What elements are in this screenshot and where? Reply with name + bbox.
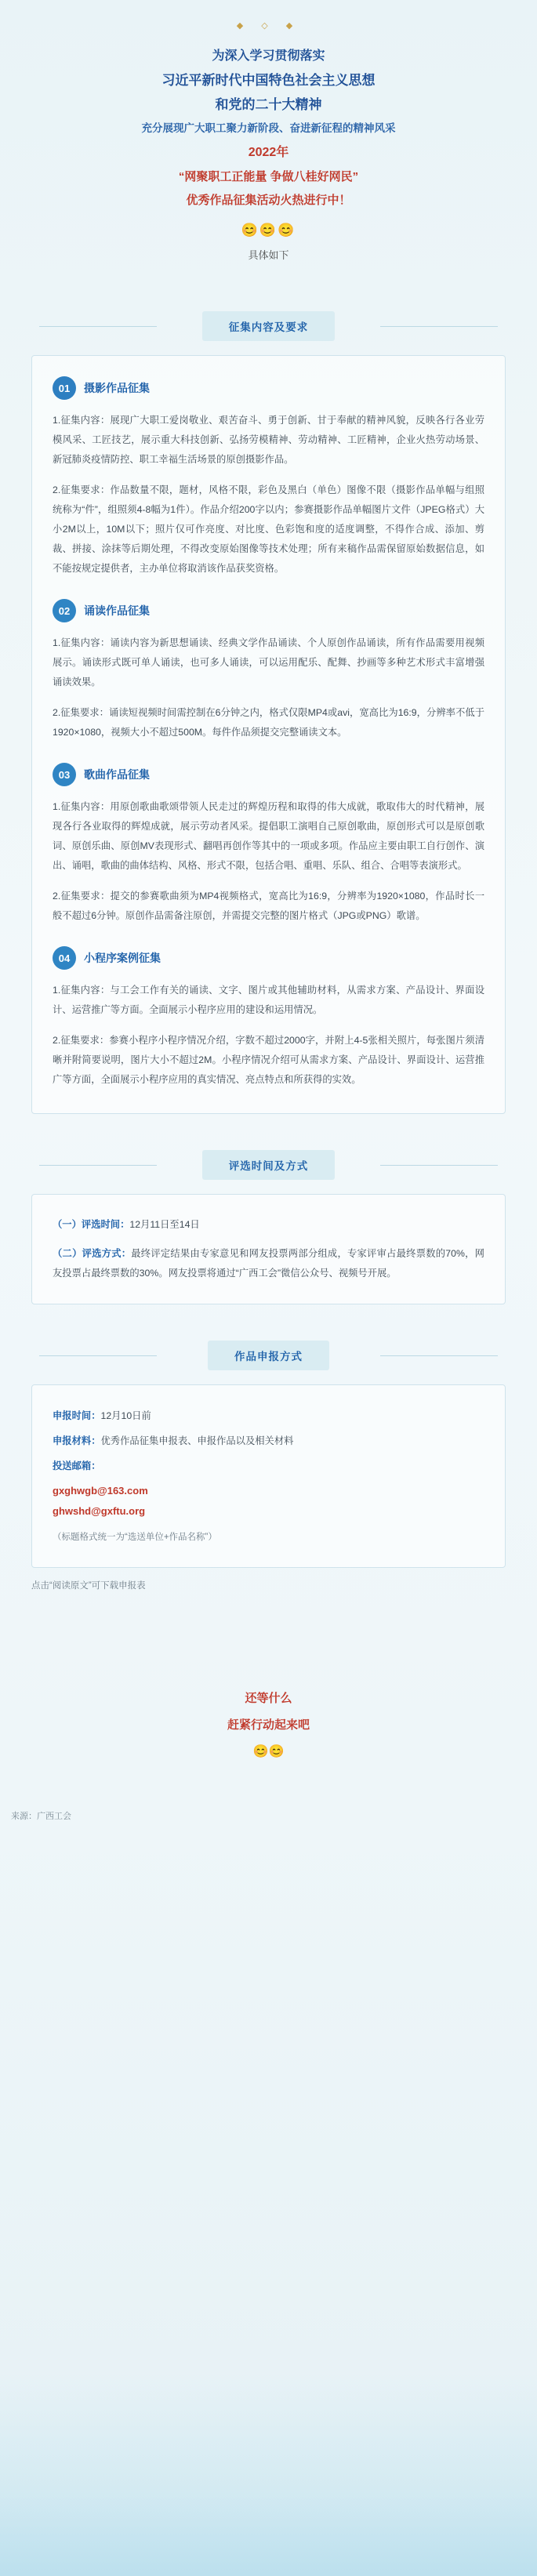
hero-line-2: 习近平新时代中国特色社会主义思想 xyxy=(161,73,376,88)
block-header xyxy=(53,376,484,400)
block-number-badge: 04 xyxy=(53,946,76,970)
bottom-wave-decoration xyxy=(0,2372,537,2576)
source-footer: 来源：广西工会 xyxy=(11,1812,71,1821)
section-title-evaluation: 评选时间及方式 xyxy=(202,1150,336,1180)
block-number-badge: 03 xyxy=(53,763,76,786)
hero-line-5: “网聚职工正能量 争做八桂好网民” xyxy=(178,170,359,183)
block-paragraph: 1.征集内容：与工会工作有关的诵读、文字、图片或其他辅助材料，从需求方案、产品设计、界面设计、运营推广等方面。全面展示小程序应用的建设和运用情况。 xyxy=(53,985,484,1015)
apply-note: （标题格式统一为“选送单位+作品名称”） xyxy=(53,1533,217,1542)
block-number-badge: 01 xyxy=(53,376,76,400)
content-card xyxy=(31,355,506,1114)
block-paragraph: 2.征集要求：诵读短视频时间需控制在6分钟之内，格式仅限MP4或avi，宽高比为16:9，分辨率不低于1920×1080，视频大小不超过500M。每件作品须提交完整诵读文本。 xyxy=(53,707,484,738)
section-header-content xyxy=(31,311,506,341)
top-decoration xyxy=(0,0,537,31)
hero-line-1: 为深入学习贯彻落实 xyxy=(212,49,325,63)
block-paragraph: 1.征集内容：诵读内容为新思想诵读、经典文学作品诵读、个人原创作品诵读，所有作品需要用视频展示。诵读形式既可单人诵读，也可多人诵读，可以运用配乐、配舞、抄画等多种艺术形式丰富增强诵读效果。 xyxy=(53,637,484,688)
hero-line-6: 优秀作品征集活动火热进行中！ xyxy=(186,194,351,207)
block-paragraph: 2.征集要求：参赛小程序小程序情况介绍，字数不超过2000字，并附上4-5张相关照片，每张图片须清晰并附简要说明，图片大小不超过2M。小程序情况介绍可从需求方案、产品设计、界面设计、运营推广等方面，全面展示小程序应用的真实情况、亮点特点和所获得的实效。 xyxy=(53,1035,484,1085)
evaluation-card xyxy=(31,1194,506,1304)
hero-year: 2022年 xyxy=(248,146,289,159)
section-title-content: 征集内容及要求 xyxy=(202,311,336,341)
block-paragraph: 1.征集内容：用原创歌曲歌颂带领人民走过的辉煌历程和取得的伟大成就，歌取伟大的时代精神，展现各行各业取得的辉煌成就，展示劳动者风采。提倡职工演唱自己原创歌曲，原创形式可以是原创歌词、原创乐曲、原创MV表现形式、翻唱再创作等其中的一项或多项。作品应主要由职工自行创作、演出、诵唱，歌曲的曲体结构、风格、形式不限，包括合唱、重唱、乐队、组合、合唱等表演形式。 xyxy=(53,801,484,871)
block-title: 摄影作品征集 xyxy=(84,382,150,394)
hero-section xyxy=(0,31,537,217)
block-miniprogram xyxy=(53,946,484,1090)
block-recitation xyxy=(53,599,484,742)
section-title-apply: 作品申报方式 xyxy=(208,1341,329,1370)
download-hint: 点击“阅读原文”可下载申报表 xyxy=(31,1581,146,1591)
cta-line-1: 还等什么 xyxy=(245,1692,292,1705)
apply-material-value: 优秀作品征集申报表、申报作品以及相关材料 xyxy=(100,1435,294,1446)
hero-subtitle: 具体如下 xyxy=(248,249,289,261)
section-header-apply xyxy=(31,1341,506,1370)
apply-mail-row xyxy=(53,1456,484,1476)
block-header xyxy=(53,763,484,786)
section-header-evaluation xyxy=(31,1150,506,1180)
block-number-badge: 02 xyxy=(53,599,76,622)
divider-left xyxy=(39,326,157,327)
block-header xyxy=(53,946,484,970)
apply-mail-1[interactable]: gxghwgb@163.com xyxy=(53,1485,148,1497)
divider-right xyxy=(380,326,498,327)
cta-emoji: 😊😊 xyxy=(252,1745,285,1758)
evaluation-value: 12月11日至14日 xyxy=(129,1219,200,1230)
divider-left xyxy=(39,1165,157,1166)
call-to-action xyxy=(0,1685,537,1765)
apply-time-value: 12月10日前 xyxy=(100,1410,151,1421)
block-paragraph: 1.征集内容：展现广大职工爱岗敬业、艰苦奋斗、勇于创新、甘于奉献的精神风貌，反映各行各业劳模风采、工匠技艺，展示重大科技创新、弘扬劳模精神、劳动精神、工匠精神，企业火热劳动场景、新冠肺炎疫情防控、职工幸福生活场景的原创摄影作品。 xyxy=(53,415,484,465)
apply-material-label: 申报材料： xyxy=(53,1435,101,1446)
block-title: 小程序案例征集 xyxy=(84,952,161,964)
evaluation-label: （一）评选时间： xyxy=(53,1219,130,1230)
block-header xyxy=(53,599,484,622)
hero-emoji-row: 😊😊😊 xyxy=(241,223,296,238)
hero-line-3: 和党的二十大精神 xyxy=(215,97,322,112)
block-paragraph: 2.征集要求：提交的参赛歌曲须为MP4视频格式，宽高比为16:9，分辨率为1920×1080，作品时长一般不超过6分钟。原创作品需备注原创，并需提交完整的图片格式（JPG或PNG）歌谱。 xyxy=(53,891,484,921)
apply-time-label: 申报时间： xyxy=(53,1410,101,1421)
block-title: 歌曲作品征集 xyxy=(84,768,150,781)
hero-line-4: 充分展现广大职工聚力新阶段、奋进新征程的精神风采 xyxy=(141,122,396,134)
apply-mail-2[interactable]: ghwshd@gxftu.org xyxy=(53,1505,146,1517)
divider-right xyxy=(380,1355,498,1356)
cta-line-2: 赶紧行动起来吧 xyxy=(227,1718,310,1732)
apply-mail-label: 投送邮箱： xyxy=(53,1460,101,1471)
block-paragraph: 2.征集要求：作品数量不限，题材，风格不限，彩色及黑白（单色）图像不限（摄影作品单幅与组照统称为“件”，组照须4-8幅为1件）。作品介绍200字以内；参赛摄影作品单幅图片文件（JPEG格式）大小2M以上，10M以下；照片仅可作亮度、对比度、色彩饱和度的适度调整，不得作合成、添加、剪裁、拼接、涂抹等后期处理，不得改变原始图像等技术处理；所有来稿作品需保留原始数据信息，如不能按规定提供者，主办单位将取消该作品获奖资格。 xyxy=(53,484,484,574)
evaluation-item xyxy=(53,1215,484,1235)
apply-material-row xyxy=(53,1431,484,1451)
apply-card xyxy=(31,1384,506,1568)
apply-time-row xyxy=(53,1406,484,1426)
evaluation-label: （二）评选方式： xyxy=(53,1248,132,1259)
divider-right xyxy=(380,1165,498,1166)
block-title: 诵读作品征集 xyxy=(84,604,150,617)
evaluation-item xyxy=(53,1244,484,1283)
block-song xyxy=(53,763,484,926)
diamond-icon: ◆ ◇ ◆ xyxy=(236,21,301,31)
divider-left xyxy=(39,1355,157,1356)
block-photography xyxy=(53,376,484,579)
evaluation-value: 最终评定结果由专家意见和网友投票两部分组成，专家评审占最终票数的70%，网友投票占最终票数的30%。网友投票将通过“广西工会”微信公众号、视频号开展。 xyxy=(53,1248,484,1279)
